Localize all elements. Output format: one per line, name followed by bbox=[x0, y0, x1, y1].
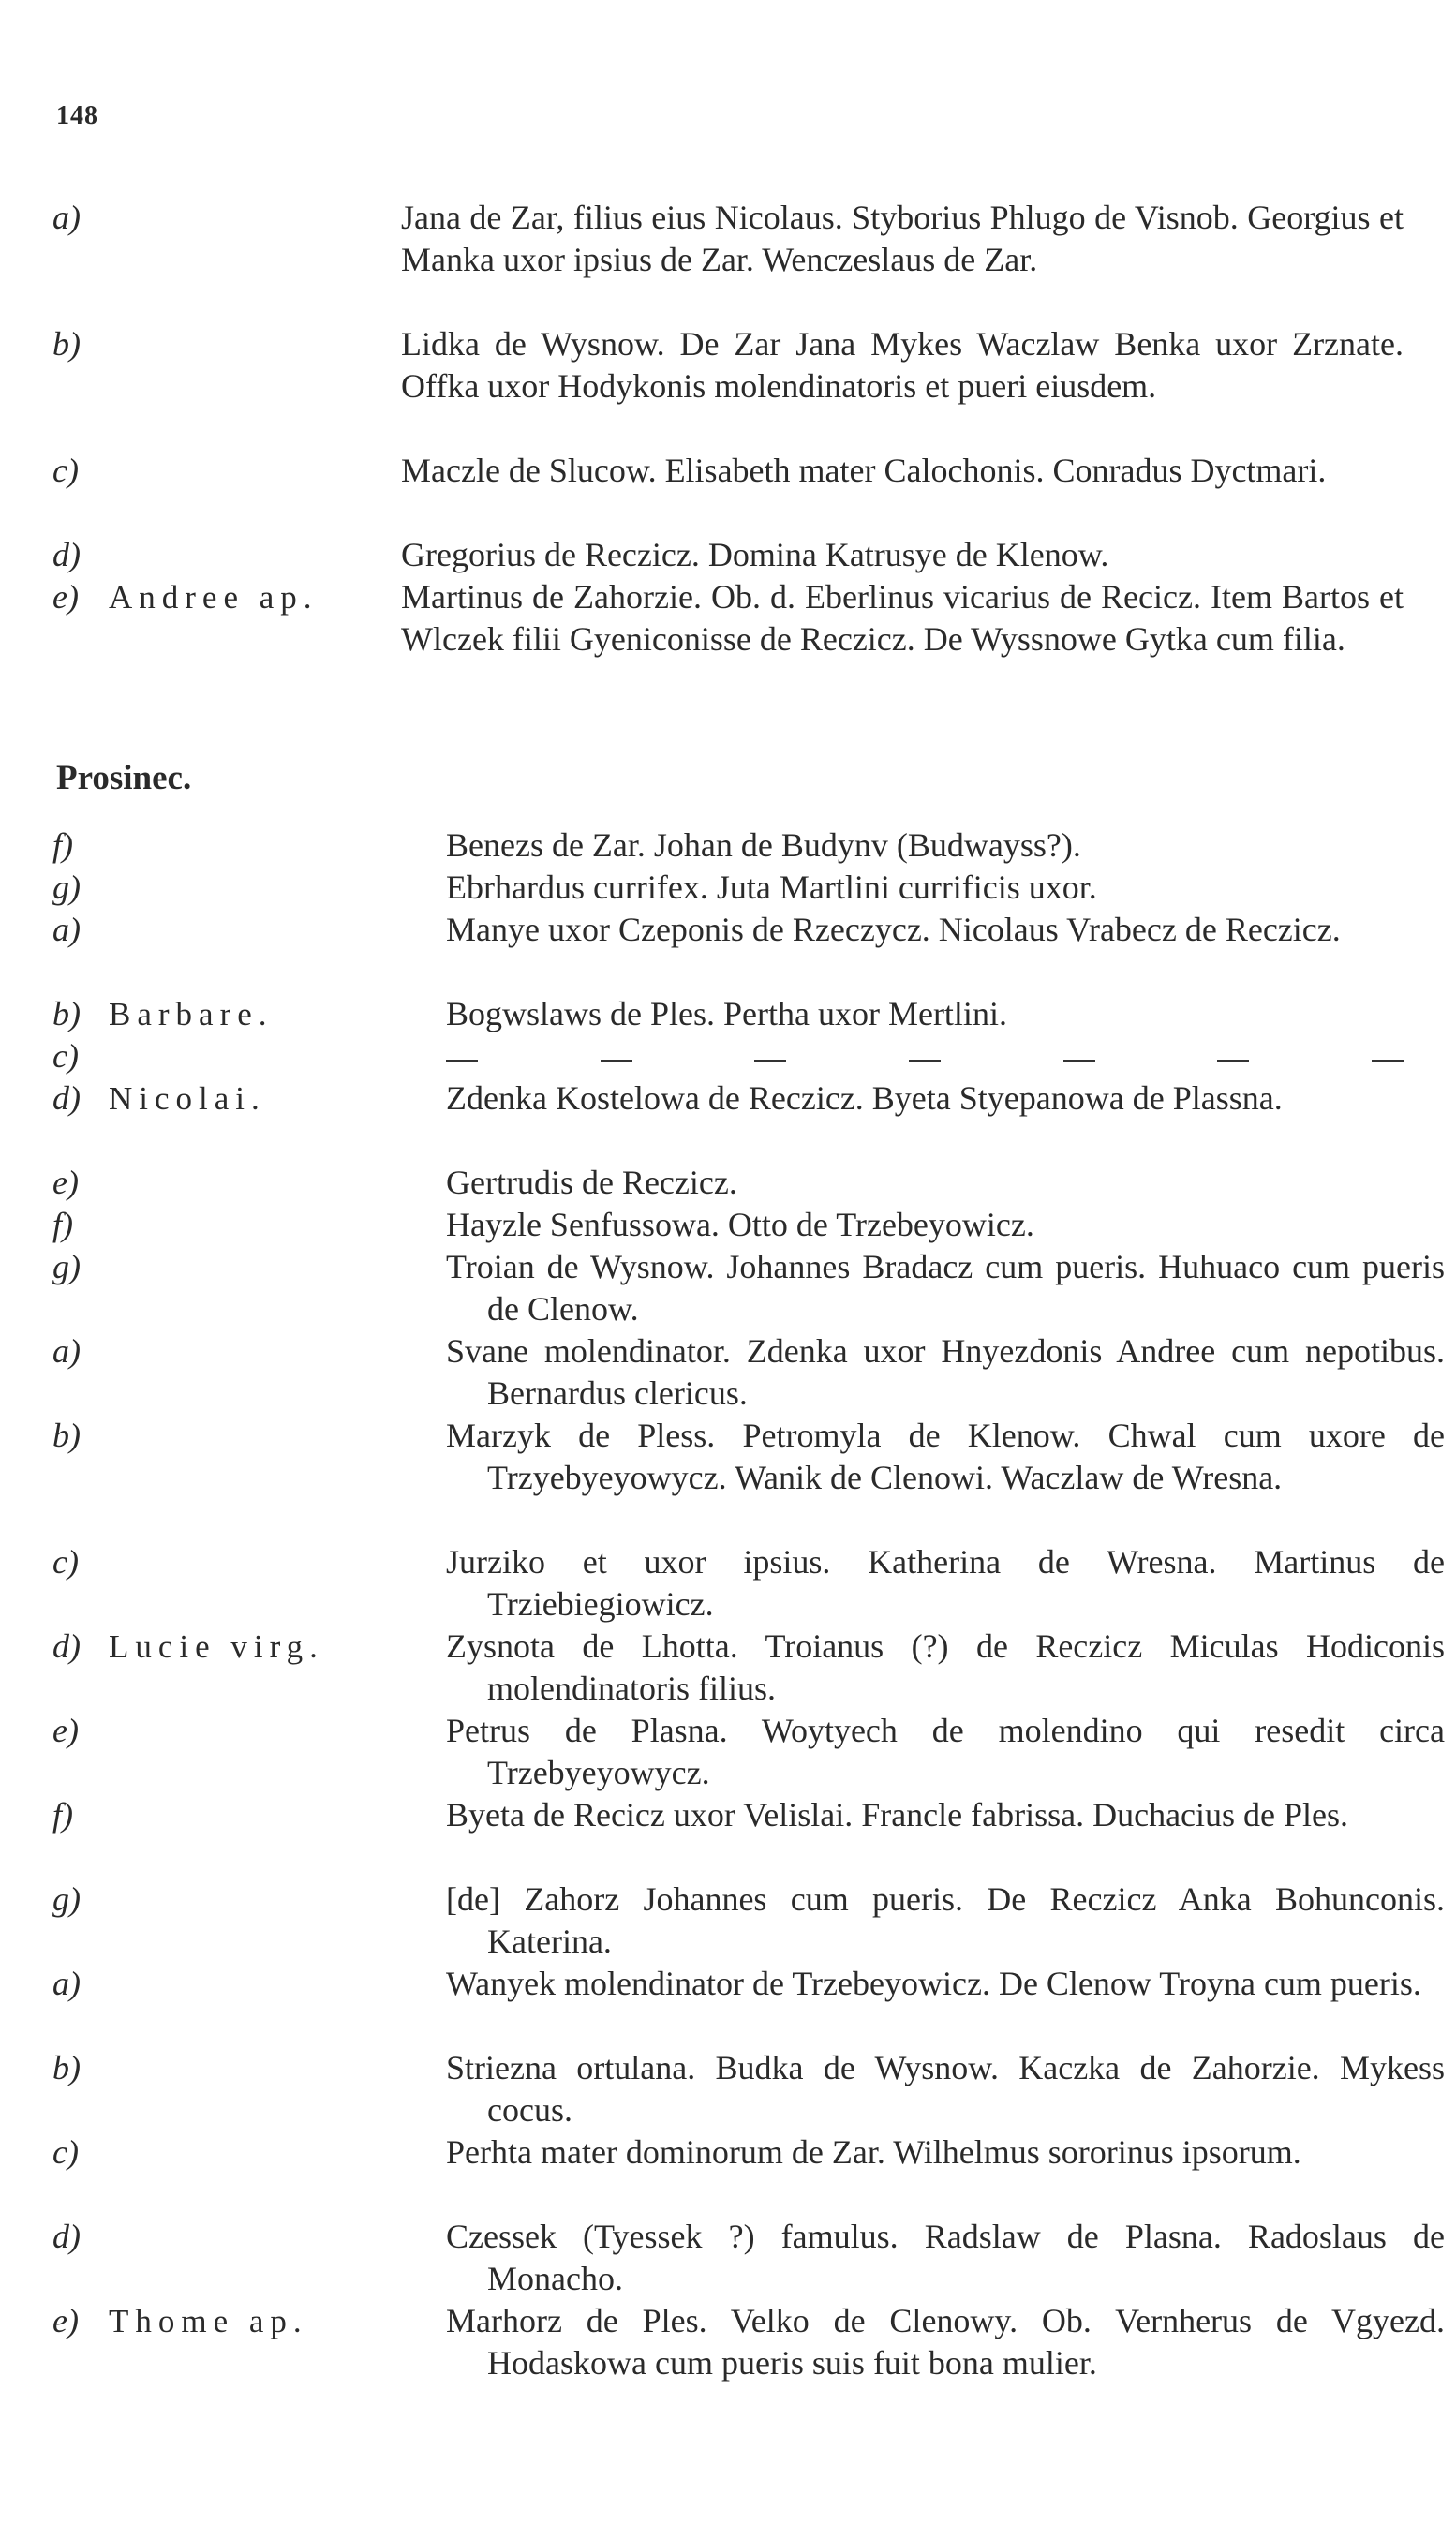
feast-name: Lucie virg. bbox=[109, 1628, 324, 1665]
day-letter: g) bbox=[52, 1880, 81, 1918]
feast-name: Thome ap. bbox=[109, 2303, 308, 2339]
entry-text: Byeta de Recicz uxor Velislai. Francle fabrissa. Duchacius de Ples. bbox=[446, 1796, 1349, 1834]
entry-text: Bogwslaws de Ples. Pertha uxor Mertlini. bbox=[446, 995, 1007, 1032]
entry-text: Ebrhardus currifex. Juta Martlini currificis uxor. bbox=[446, 869, 1097, 906]
page-number: 148 bbox=[56, 101, 98, 130]
dash bbox=[446, 1060, 478, 1062]
day-letter: d) bbox=[52, 1079, 81, 1117]
dash bbox=[1217, 1060, 1249, 1062]
entry-text: Zdenka Kostelowa de Reczicz. Byeta Styepanowa de Plassna. bbox=[446, 1079, 1283, 1117]
day-letter: d) bbox=[52, 2218, 81, 2255]
day-letter: a) bbox=[52, 911, 81, 948]
entry-text: Marhorz de Ples. Velko de Clenowy. Ob. Vernherus de Vgyezd. Hodaskowa cum pueris suis fuit bona mulier. bbox=[446, 2302, 1445, 2382]
dash bbox=[601, 1060, 632, 1062]
entry-text: Striezna ortulana. Budka de Wysnow. Kaczka de Zahorzie. Mykess cocus. bbox=[446, 2049, 1445, 2129]
entry-text: Gertrudis de Reczicz. bbox=[446, 1164, 737, 1201]
entry-text: Jurziko et uxor ipsius. Katherina de Wresna. Martinus de Trziebiegiowicz. bbox=[446, 1543, 1445, 1623]
day-letter: e) bbox=[52, 578, 79, 616]
entry-text: Benezs de Zar. Johan de Budynv (Budwayss?). bbox=[446, 826, 1081, 864]
day-letter: a) bbox=[52, 199, 81, 236]
entry-text: Petrus de Plasna. Woytyech de molendino qui resedit circa Trzebyeyowycz. bbox=[446, 1712, 1445, 1791]
dash bbox=[1372, 1060, 1404, 1062]
day-letter: c) bbox=[52, 1037, 79, 1075]
day-letter: c) bbox=[52, 452, 79, 489]
day-letter: e) bbox=[52, 1712, 79, 1749]
day-letter: g) bbox=[52, 1248, 81, 1285]
entry-text: Hayzle Senfussowa. Otto de Trzebeyowicz. bbox=[446, 1206, 1034, 1243]
day-letter: c) bbox=[52, 1543, 79, 1581]
entry-text: [de] Zahorz Johannes cum pueris. De Reczicz Anka Bohunconis. Katerina. bbox=[446, 1880, 1445, 1960]
entry-text: Gregorius de Reczicz. Domina Katrusye de Klenow. bbox=[401, 536, 1109, 573]
entry-text: Marzyk de Pless. Petromyla de Klenow. Chwal cum uxore de Trzyebyeyowycz. Wanik de Clenowi. Waczlaw de Wresna. bbox=[446, 1417, 1445, 1496]
dash bbox=[754, 1060, 786, 1062]
day-letter: a) bbox=[52, 1332, 81, 1370]
day-letter: f) bbox=[52, 826, 73, 864]
day-letter: d) bbox=[52, 1627, 81, 1665]
dash bbox=[909, 1060, 941, 1062]
day-letter: f) bbox=[52, 1206, 73, 1243]
day-letter: c) bbox=[52, 2133, 79, 2171]
day-letter: a) bbox=[52, 1965, 81, 2002]
day-letter: e) bbox=[52, 2302, 79, 2339]
entry-text: Martinus de Zahorzie. Ob. d. Eberlinus vicarius de Recicz. Item Bartos et Wlczek filii Gyeniconisse de Reczicz. De Wyssnowe Gytka cum filia. bbox=[401, 578, 1404, 658]
day-letter: d) bbox=[52, 536, 81, 573]
entry-text: Perhta mater dominorum de Zar. Wilhelmus sororinus ipsorum. bbox=[446, 2133, 1301, 2171]
day-letter: b) bbox=[52, 2049, 81, 2086]
dash bbox=[1063, 1060, 1095, 1062]
day-letter: g) bbox=[52, 869, 81, 906]
dash-row bbox=[446, 1035, 1404, 1062]
entry-text: Svane molendinator. Zdenka uxor Hnyezdonis Andree cum nepotibus. Bernardus clericus. bbox=[446, 1332, 1445, 1412]
day-letter: b) bbox=[52, 1417, 81, 1454]
day-letter: e) bbox=[52, 1164, 79, 1201]
day-letter: b) bbox=[52, 995, 81, 1032]
entry-text: Lidka de Wysnow. De Zar Jana Mykes Waczlaw Benka uxor Zrznate. Offka uxor Hodykonis molendinatoris et pueri eiusdem. bbox=[401, 325, 1404, 405]
entry-text: Maczle de Slucow. Elisabeth mater Calochonis. Conradus Dyctmari. bbox=[401, 452, 1327, 489]
day-letter: b) bbox=[52, 325, 81, 363]
entry-text: Jana de Zar, filius eius Nicolaus. Styborius Phlugo de Visnob. Georgius et Manka uxor ipsius de Zar. Wenczeslaus de Zar. bbox=[401, 199, 1404, 278]
feast-name: Nicolai. bbox=[109, 1080, 266, 1117]
entry-text: Zysnota de Lhotta. Troianus (?) de Reczicz Miculas Hodiconis molendinatoris filius. bbox=[446, 1627, 1445, 1707]
entry-text: Troian de Wysnow. Johannes Bradacz cum pueris. Huhuaco cum pueris de Clenow. bbox=[446, 1248, 1445, 1328]
feast-name: Barbare. bbox=[109, 996, 274, 1032]
month-heading: Prosinec. bbox=[56, 759, 192, 797]
entry-text: Manye uxor Czeponis de Rzeczycz. Nicolaus Vrabecz de Reczicz. bbox=[446, 911, 1341, 948]
entry-text: Wanyek molendinator de Trzebeyowicz. De Clenow Troyna cum pueris. bbox=[446, 1965, 1421, 2002]
entry-text: Czessek (Tyessek ?) famulus. Radslaw de Plasna. Radoslaus de Monacho. bbox=[446, 2218, 1445, 2297]
feast-name: Andree ap. bbox=[109, 579, 319, 616]
day-letter: f) bbox=[52, 1796, 73, 1834]
